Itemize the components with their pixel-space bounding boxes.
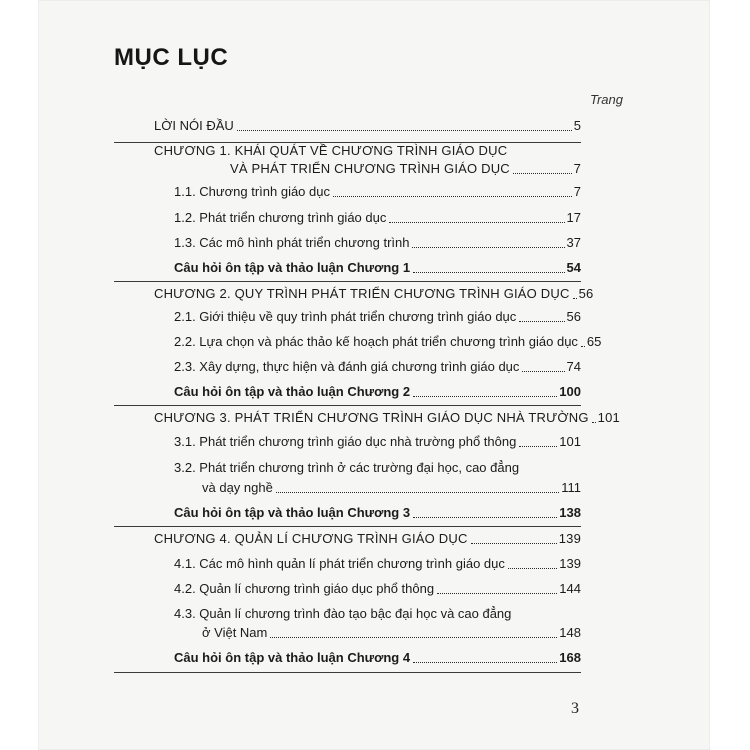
- page-number: 3: [571, 700, 579, 717]
- dot-leader: [237, 130, 572, 131]
- dot-leader: [413, 272, 564, 273]
- dot-leader: [437, 593, 557, 594]
- toc-entry-page: 54: [566, 260, 581, 275]
- section-divider: [114, 405, 581, 406]
- toc-entry-page: 168: [559, 650, 581, 665]
- dot-leader: [513, 173, 572, 174]
- toc-entry-label: CHƯƠNG 3. PHÁT TRIỂN CHƯƠNG TRÌNH GIÁO DỤC NHÀ TRƯỜNG: [154, 410, 589, 425]
- toc-entry-label: CHƯƠNG 4. QUẢN LÍ CHƯƠNG TRÌNH GIÁO DỤC: [154, 531, 468, 546]
- toc-entry-page: 37: [566, 235, 581, 250]
- dot-leader: [413, 662, 557, 663]
- dot-leader: [333, 196, 572, 197]
- toc-entry-3-1[interactable]: [174, 434, 581, 450]
- dot-leader: [413, 517, 557, 518]
- toc-entry-page: 56: [566, 309, 581, 324]
- section-divider: [114, 672, 581, 673]
- toc-entry-label: 2.3. Xây dựng, thực hiện và đánh giá chương trình giáo dục: [174, 359, 520, 374]
- dot-leader: [519, 321, 564, 322]
- toc-entry-label: Câu hỏi ôn tập và thảo luận Chương 1: [174, 260, 411, 275]
- toc-entry-label: Câu hỏi ôn tập và thảo luận Chương 3: [174, 505, 411, 520]
- dot-leader: [581, 346, 585, 347]
- toc-entry-page: 7: [573, 161, 581, 176]
- page-title: MỤC LỤC: [114, 44, 229, 71]
- toc-entry-label: Câu hỏi ôn tập và thảo luận Chương 2: [174, 384, 411, 399]
- toc-entry-chapter-2[interactable]: [154, 286, 594, 302]
- dot-leader: [573, 298, 577, 299]
- toc-entry-label: 3.1. Phát triển chương trình giáo dục nhà trường phổ thông: [174, 434, 517, 449]
- toc-entry-label: 1.2. Phát triển chương trình giáo dục: [174, 210, 387, 225]
- dot-leader: [389, 222, 564, 223]
- toc-entry-label: 1.3. Các mô hình phát triển chương trình: [174, 235, 410, 250]
- dot-leader: [270, 637, 557, 638]
- toc-entry-3-2[interactable]: [202, 480, 581, 496]
- toc-entry-page: 138: [559, 505, 581, 520]
- toc-entry-page: 7: [573, 184, 581, 199]
- toc-entry-page: 65: [586, 334, 602, 349]
- toc-entry-2-1[interactable]: [174, 309, 581, 325]
- toc-entry-chapter-4[interactable]: [154, 531, 581, 547]
- toc-entry-page: 101: [597, 410, 620, 425]
- dot-leader: [276, 492, 559, 493]
- toc-entry-label: 1.1. Chương trình giáo dục: [174, 184, 330, 199]
- page-column-label: Trang: [590, 92, 623, 107]
- dot-leader: [522, 371, 564, 372]
- dot-leader: [508, 568, 557, 569]
- toc-entry-4-2[interactable]: [174, 581, 581, 597]
- toc-entry-4-3[interactable]: [202, 625, 581, 641]
- dot-leader: [471, 543, 557, 544]
- toc-entry-1-1[interactable]: [174, 184, 581, 200]
- dot-leader: [412, 247, 564, 248]
- toc-entry-page: 148: [559, 625, 581, 640]
- toc-entry-page: 139: [559, 556, 581, 571]
- toc-entry-label: 4.1. Các mô hình quản lí phát triển chương trình giáo dục: [174, 556, 505, 571]
- toc-entry-page: 74: [566, 359, 581, 374]
- toc-entry-page: 139: [558, 531, 581, 546]
- toc-entry-label: 4.2. Quản lí chương trình giáo dục phổ thông: [174, 581, 435, 596]
- toc-entry-page: 17: [566, 210, 581, 225]
- toc-entry-preface[interactable]: [154, 118, 581, 134]
- toc-entry-label: Câu hỏi ôn tập và thảo luận Chương 4: [174, 650, 411, 665]
- toc-entry-label-line1: 3.2. Phát triển chương trình ở các trường đại học, cao đẳng: [174, 460, 520, 475]
- toc-entry-1-3[interactable]: [174, 235, 581, 251]
- toc-entry-page: 144: [559, 581, 581, 596]
- toc-entry-label: ở Việt Nam: [202, 625, 268, 640]
- toc-entry-label: 2.1. Giới thiệu về quy trình phát triển chương trình giáo dục: [174, 309, 517, 324]
- toc-entry-chapter-3[interactable]: [154, 410, 620, 426]
- toc-entry-page: 56: [578, 286, 594, 301]
- toc-entry-review-4[interactable]: [174, 650, 581, 666]
- toc-entry-review-1[interactable]: [174, 260, 581, 276]
- toc-entry-page: 5: [573, 118, 581, 133]
- toc-entry-label: LỜI NÓI ĐẦU: [154, 118, 234, 133]
- dot-leader: [592, 422, 596, 423]
- toc-entry-review-3[interactable]: [174, 505, 581, 521]
- toc-entry-label: 2.2. Lựa chọn và phác thảo kế hoạch phát triển chương trình giáo dục: [174, 334, 578, 349]
- toc-entry-page: 111: [561, 480, 581, 495]
- toc-entry-1-2[interactable]: [174, 210, 581, 226]
- section-divider: [114, 526, 581, 527]
- toc-entry-label: VÀ PHÁT TRIỂN CHƯƠNG TRÌNH GIÁO DỤC: [230, 161, 510, 176]
- dot-leader: [413, 396, 557, 397]
- toc-entry-2-3[interactable]: [174, 359, 581, 375]
- dot-leader: [519, 446, 557, 447]
- toc-entry-page: 101: [559, 434, 581, 449]
- toc-entry-label-line1: CHƯƠNG 1. KHÁI QUÁT VỀ CHƯƠNG TRÌNH GIÁO DỤC: [154, 143, 508, 158]
- toc-entry-label-line1: 4.3. Quản lí chương trình đào tạo bậc đại học và cao đẳng: [174, 606, 512, 621]
- section-divider: [114, 281, 581, 282]
- toc-entry-chapter-1[interactable]: [230, 161, 581, 177]
- toc-entry-page: 100: [559, 384, 581, 399]
- toc-entry-review-2[interactable]: [174, 384, 581, 400]
- toc-entry-4-1[interactable]: [174, 556, 581, 572]
- toc-entry-label: CHƯƠNG 2. QUY TRÌNH PHÁT TRIỂN CHƯƠNG TRÌNH GIÁO DỤC: [154, 286, 570, 301]
- toc-entry-label: và dạy nghề: [202, 480, 273, 495]
- toc-entry-2-2[interactable]: [174, 334, 602, 350]
